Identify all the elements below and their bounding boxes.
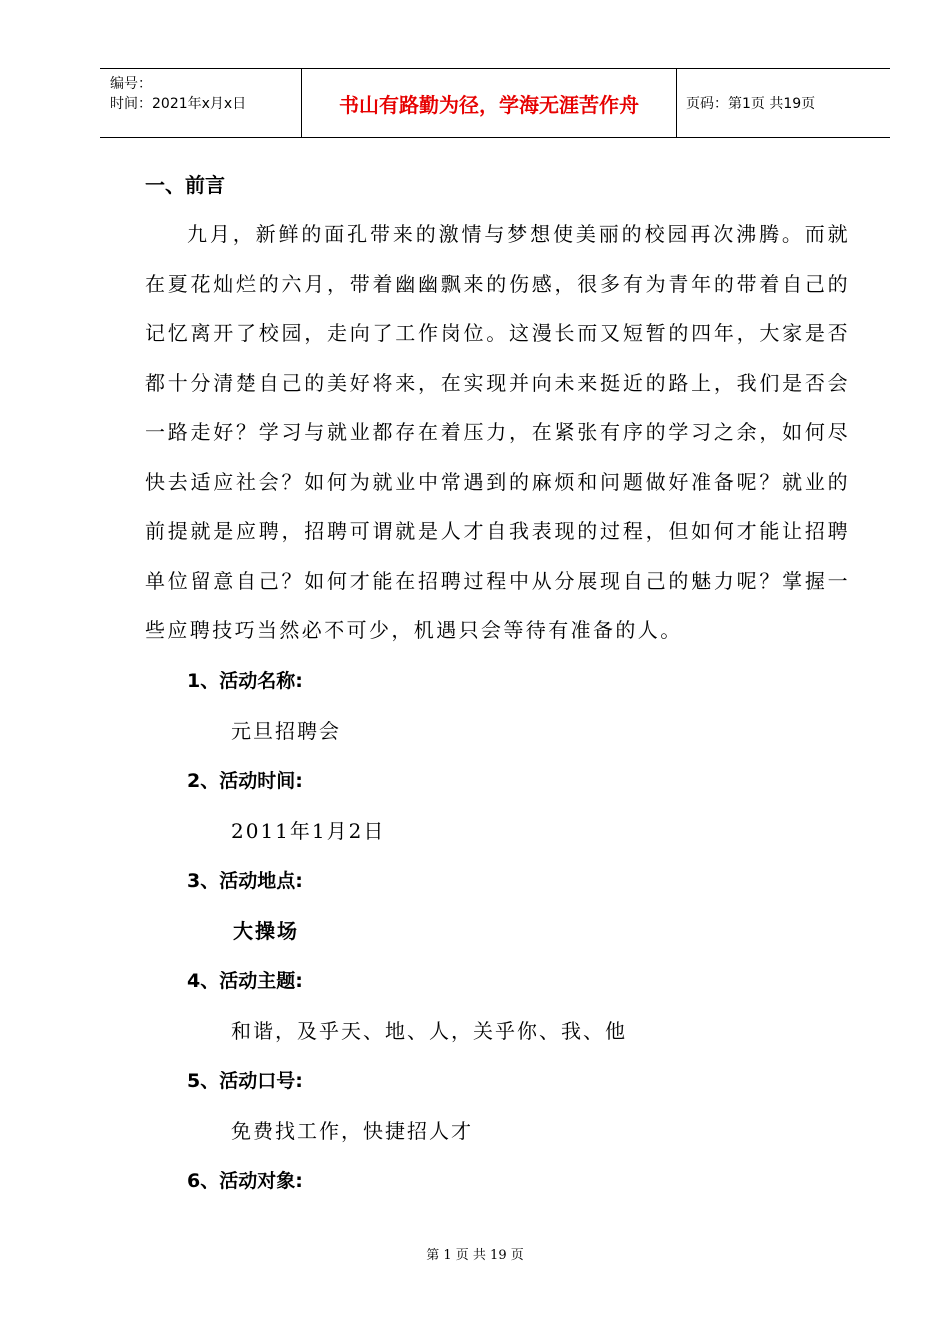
section-heading: 一、前言 [145, 173, 225, 197]
item-title-name: 1、活动名称: [187, 669, 303, 692]
item-value-slogan: 免费找工作，快捷招人才 [231, 1118, 473, 1143]
document-body [145, 160, 850, 1206]
item-title-audience: 6、活动对象: [187, 1169, 303, 1192]
item-value-name: 元旦招聘会 [231, 718, 341, 743]
item-value-theme: 和谐，及乎天、地、人，关乎你、我、他 [231, 1018, 627, 1043]
item-title-time: 2、活动时间: [187, 769, 303, 792]
header-motto: 书山有路勤为径，学海无涯苦作舟 [339, 92, 639, 117]
document-date-label: 时间：2021年x月x日 [110, 96, 247, 112]
intro-paragraph: 九月，新鲜的面孔带来的激情与梦想使美丽的校园再次沸腾。而就在夏花灿烂的六月，带着幽幽飘来的伤感，很多有为青年的带着自己的记忆离开了校园，走向了工作岗位。这漫长而又短暂的四年，大家是否都十分清楚自己的美好将来，在实现并向未来挺近的路上，我们是否会一路走好？学习与就业都存在着压力，在紧张有序的学习之余，如何尽快去适应社会？如何为就业中常遇到的麻烦和问题做好准备呢？就业的前提就是应聘，招聘可谓就是人才自我表现的过程，但如何才能让招聘单位留意自己？如何才能在招聘过程中从分展现自己的魅力呢？掌握一些应聘技巧当然必不可少，机遇只会等待有准备的人。 [145, 222, 850, 642]
item-value-location: 大操场 [233, 918, 299, 943]
page-footer: 第 1 页 共 19 页 [426, 1248, 524, 1263]
document-header [100, 68, 890, 138]
header-motto-cell [302, 69, 677, 137]
item-title-location: 3、活动地点: [187, 869, 303, 892]
item-value-time: 2011年1月2日 [231, 818, 386, 843]
item-title-theme: 4、活动主题: [187, 969, 303, 992]
document-number-label: 编号： [110, 76, 152, 92]
header-page-info: 页码：第1页 共19页 [686, 96, 816, 112]
header-meta-cell [100, 69, 302, 137]
item-title-slogan: 5、活动口号: [187, 1069, 303, 1092]
